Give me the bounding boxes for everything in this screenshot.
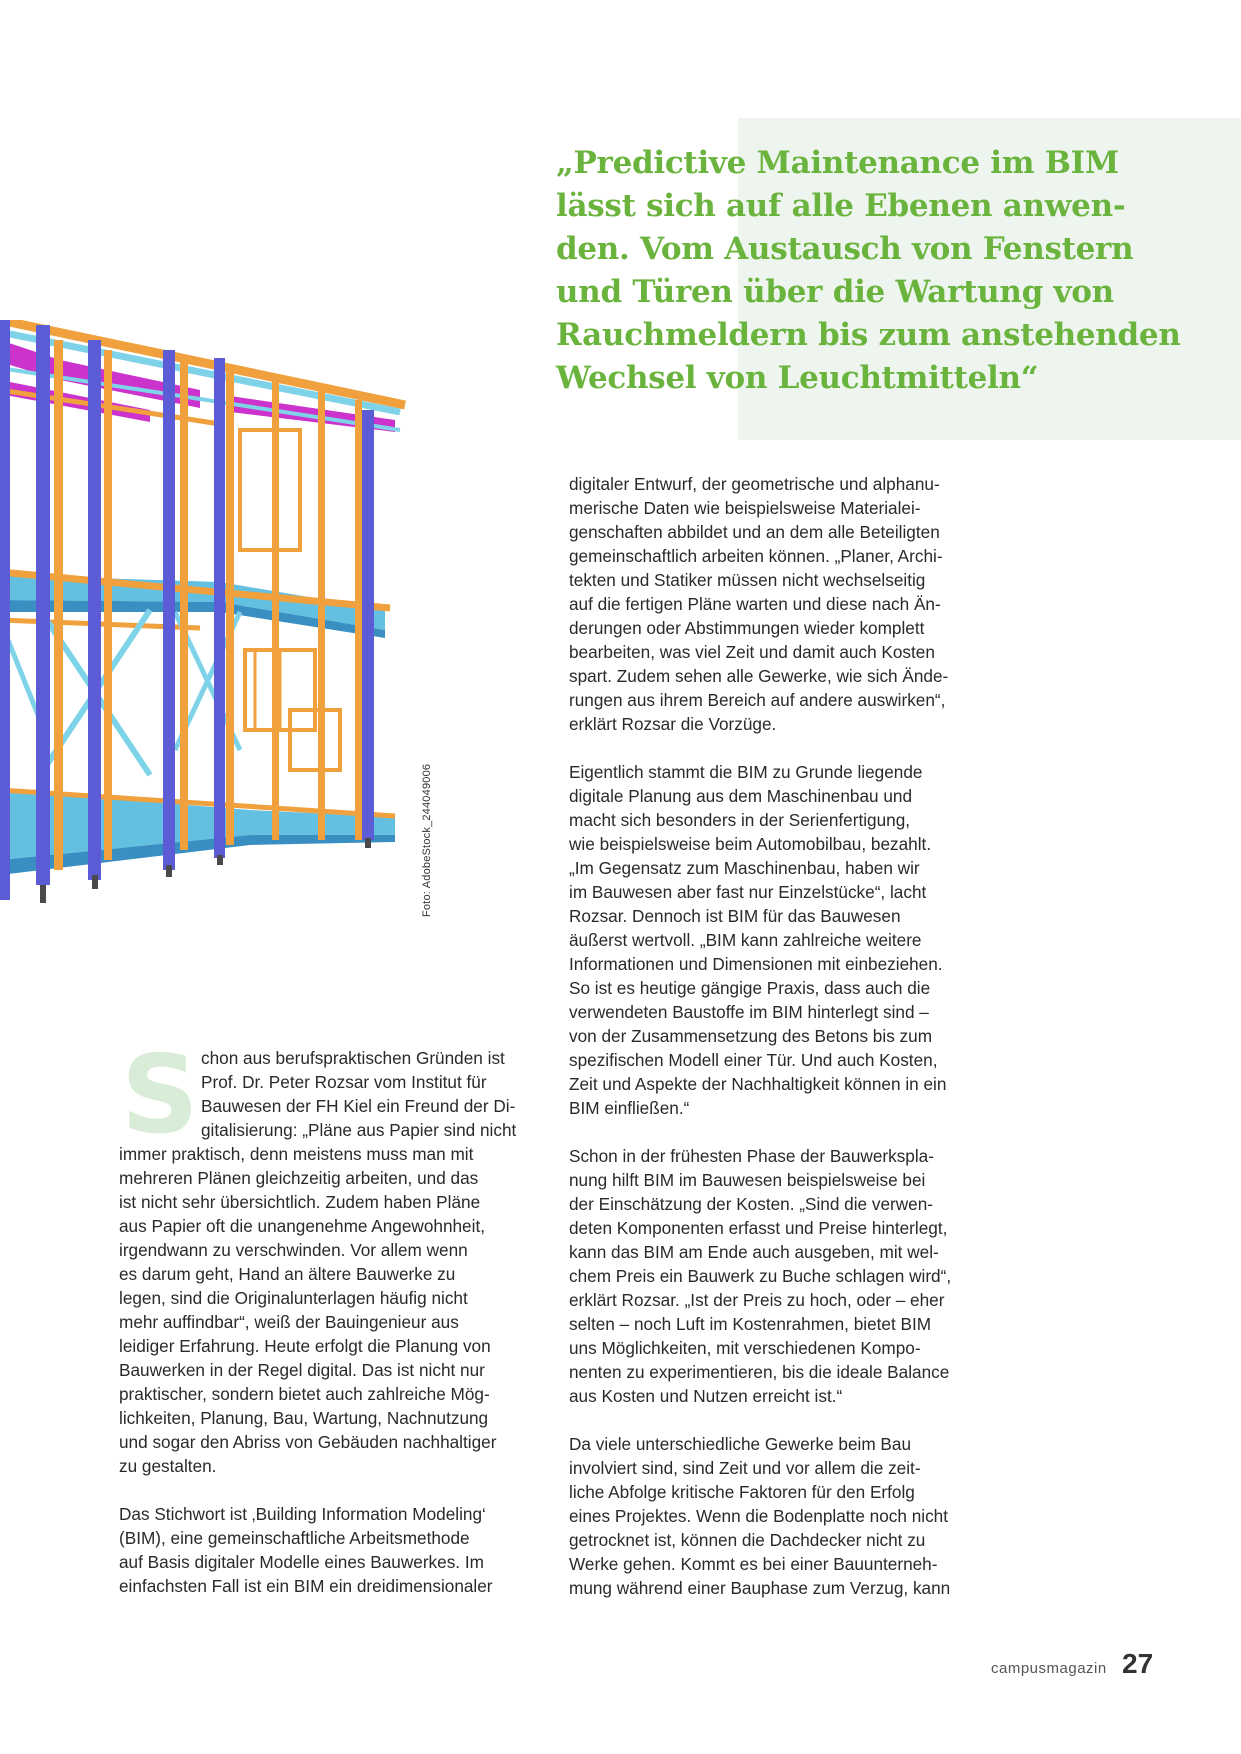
- text-line: es darum geht, Hand an ältere Bauwerke zu: [119, 1264, 456, 1284]
- text-line: Werke gehen. Kommt es bei einer Bauunterneh-: [569, 1554, 938, 1574]
- page-number: 27: [1122, 1648, 1154, 1679]
- text-line: tekten und Statiker müssen nicht wechselseitig: [569, 570, 926, 590]
- text-line: rungen aus ihrem Bereich auf andere auswirken“,: [569, 690, 946, 710]
- steel-structure-illustration: [0, 320, 410, 980]
- paragraph-gap: [569, 1408, 999, 1432]
- text-line: auf Basis digitaler Modelle eines Bauwerkes. Im: [119, 1552, 484, 1572]
- text-line: uns Möglichkeiten, mit verschiedenen Kompo-: [569, 1338, 921, 1358]
- text-line: genschaften abbildet und an dem alle Beteiligten: [569, 522, 940, 542]
- magazine-name: campusmagazin: [991, 1660, 1107, 1677]
- text-line: bearbeiten, was viel Zeit und damit auch Kosten: [569, 642, 935, 662]
- text-line: Prof. Dr. Peter Rozsar vom Institut für: [201, 1072, 487, 1092]
- left-column: [119, 1046, 539, 1598]
- text-line: spezifischen Modell einer Tür. Und auch Kosten,: [569, 1050, 938, 1070]
- paragraph-gap: [569, 736, 999, 760]
- text-line: lichkeiten, Planung, Bau, Wartung, Nachnutzung: [119, 1408, 489, 1428]
- text-line: von der Zusammensetzung des Betons bis zum: [569, 1026, 933, 1046]
- text-line: aus Papier oft die unangenehme Angewohnheit,: [119, 1216, 485, 1236]
- text-line: Das Stichwort ist ‚Building Information Modeling‘: [119, 1504, 486, 1524]
- text-line: (BIM), eine gemeinschaftliche Arbeitsmethode: [119, 1528, 470, 1548]
- text-line: So ist es heutige gängige Praxis, dass auch die: [569, 978, 931, 998]
- text-line: Eigentlich stammt die BIM zu Grunde liegende: [569, 762, 923, 782]
- text-line: Zeit und Aspekte der Nachhaltigkeit können in ein: [569, 1074, 947, 1094]
- text-line: erklärt Rozsar die Vorzüge.: [569, 714, 777, 734]
- text-line: Da viele unterschiedliche Gewerke beim Bau: [569, 1434, 912, 1454]
- text-line: leidiger Erfahrung. Heute erfolgt die Planung von: [119, 1336, 491, 1356]
- text-line: auf die fertigen Pläne warten und diese nach Än-: [569, 594, 941, 614]
- text-line: eines Projektes. Wenn die Bodenplatte noch nicht: [569, 1506, 949, 1526]
- text-line: macht sich besonders in der Serienfertigung,: [569, 810, 911, 830]
- text-line: mehreren Plänen gleichzeitig arbeiten, und das: [119, 1168, 479, 1188]
- pull-quote-line: und Türen über die Wartung von: [556, 274, 1114, 310]
- text-line: einfachsten Fall ist ein BIM ein dreidimensionaler: [119, 1576, 493, 1596]
- paragraph-gap: [569, 1120, 999, 1144]
- text-line: Informationen und Dimensionen mit einbeziehen.: [569, 954, 943, 974]
- text-line: Rozsar. Dennoch ist BIM für das Bauwesen: [569, 906, 901, 926]
- text-line: derungen oder Abstimmungen wieder komplett: [569, 618, 925, 638]
- text-line: chon aus berufspraktischen Gründen ist: [201, 1048, 505, 1068]
- text-line: äußerst wertvoll. „BIM kann zahlreiche weitere: [569, 930, 922, 950]
- pull-quote-line: Rauchmeldern bis zum anstehenden: [556, 317, 1181, 353]
- text-line: im Bauwesen aber fast nur Einzelstücke“, lacht: [569, 882, 927, 902]
- photo-credit: Foto: AdobeStock_244049006: [421, 763, 433, 917]
- drop-cap: S: [121, 1033, 199, 1158]
- text-line: involviert sind, sind Zeit und vor allem die zeit-: [569, 1458, 921, 1478]
- text-line: verwendeten Baustoffe im BIM hinterlegt sind –: [569, 1002, 929, 1022]
- text-line: legen, sind die Originalunterlagen häufig nicht: [119, 1288, 468, 1308]
- pull-quote-line: den. Vom Austausch von Fenstern: [556, 231, 1134, 267]
- text-line: wie beispielsweise beim Automobilbau, bezahlt.: [569, 834, 932, 854]
- text-line: spart. Zudem sehen alle Gewerke, wie sich Ände-: [569, 666, 949, 686]
- text-line: irgendwann zu verschwinden. Vor allem wenn: [119, 1240, 468, 1260]
- paragraph-gap: [119, 1478, 539, 1502]
- pull-quote-line: Wechsel von Leuchtmitteln“: [556, 360, 1039, 396]
- text-line: Schon in der frühesten Phase der Bauwerkspla-: [569, 1146, 934, 1166]
- text-line: nenten zu experimentieren, bis die ideale Balance: [569, 1362, 950, 1382]
- text-line: mung während einer Bauphase zum Verzug, kann: [569, 1578, 951, 1598]
- text-line: der Einschätzung der Kosten. „Sind die verwen-: [569, 1194, 934, 1214]
- pull-quote: [556, 142, 1181, 400]
- text-line: merische Daten wie beispielsweise Materialei-: [569, 498, 921, 518]
- text-line: und sogar den Abriss von Gebäuden nachhaltiger: [119, 1432, 497, 1452]
- text-line: getrocknet ist, können die Dachdecker nicht zu: [569, 1530, 926, 1550]
- text-line: deten Komponenten erfasst und Preise hinterlegt,: [569, 1218, 948, 1238]
- text-line: BIM einfließen.“: [569, 1098, 690, 1118]
- text-line: gitalisierung: „Pläne aus Papier sind nicht: [201, 1120, 517, 1140]
- text-line: erklärt Rozsar. „Ist der Preis zu hoch, oder – eher: [569, 1290, 945, 1310]
- text-line: Bauwesen der FH Kiel ein Freund der Di-: [201, 1096, 516, 1116]
- text-line: praktischer, sondern bietet auch zahlreiche Mög-: [119, 1384, 490, 1404]
- text-line: chem Preis ein Bauwerk zu Buche schlagen wird“,: [569, 1266, 952, 1286]
- text-line: digitaler Entwurf, der geometrische und alphanu-: [569, 474, 940, 494]
- text-line: zu gestalten.: [119, 1456, 217, 1476]
- right-column: [569, 472, 999, 1600]
- text-line: immer praktisch, denn meistens muss man mit: [119, 1144, 474, 1164]
- text-line: „Im Gegensatz zum Maschinenbau, haben wir: [569, 858, 920, 878]
- text-line: kann das BIM am Ende auch ausgeben, mit wel-: [569, 1242, 939, 1262]
- text-line: aus Kosten und Nutzen erreicht ist.“: [569, 1386, 843, 1406]
- text-line: gemeinschaftlich arbeiten können. „Planer, Archi-: [569, 546, 943, 566]
- text-line: ist nicht sehr übersichtlich. Zudem haben Pläne: [119, 1192, 481, 1212]
- text-line: mehr auffindbar“, weiß der Bauingenieur aus: [119, 1312, 459, 1332]
- text-line: nung hilft BIM im Bauwesen beispielsweise bei: [569, 1170, 926, 1190]
- text-line: digitale Planung aus dem Maschinenbau und: [569, 786, 913, 806]
- text-line: Bauwerken in der Regel digital. Das ist nicht nur: [119, 1360, 485, 1380]
- text-line: selten – noch Luft im Kostenrahmen, bietet BIM: [569, 1314, 932, 1334]
- text-line: liche Abfolge kritische Faktoren für den Erfolg: [569, 1482, 915, 1502]
- pull-quote-line: „Predictive Maintenance im BIM: [556, 145, 1119, 181]
- pull-quote-line: lässt sich auf alle Ebenen anwen-: [556, 188, 1126, 224]
